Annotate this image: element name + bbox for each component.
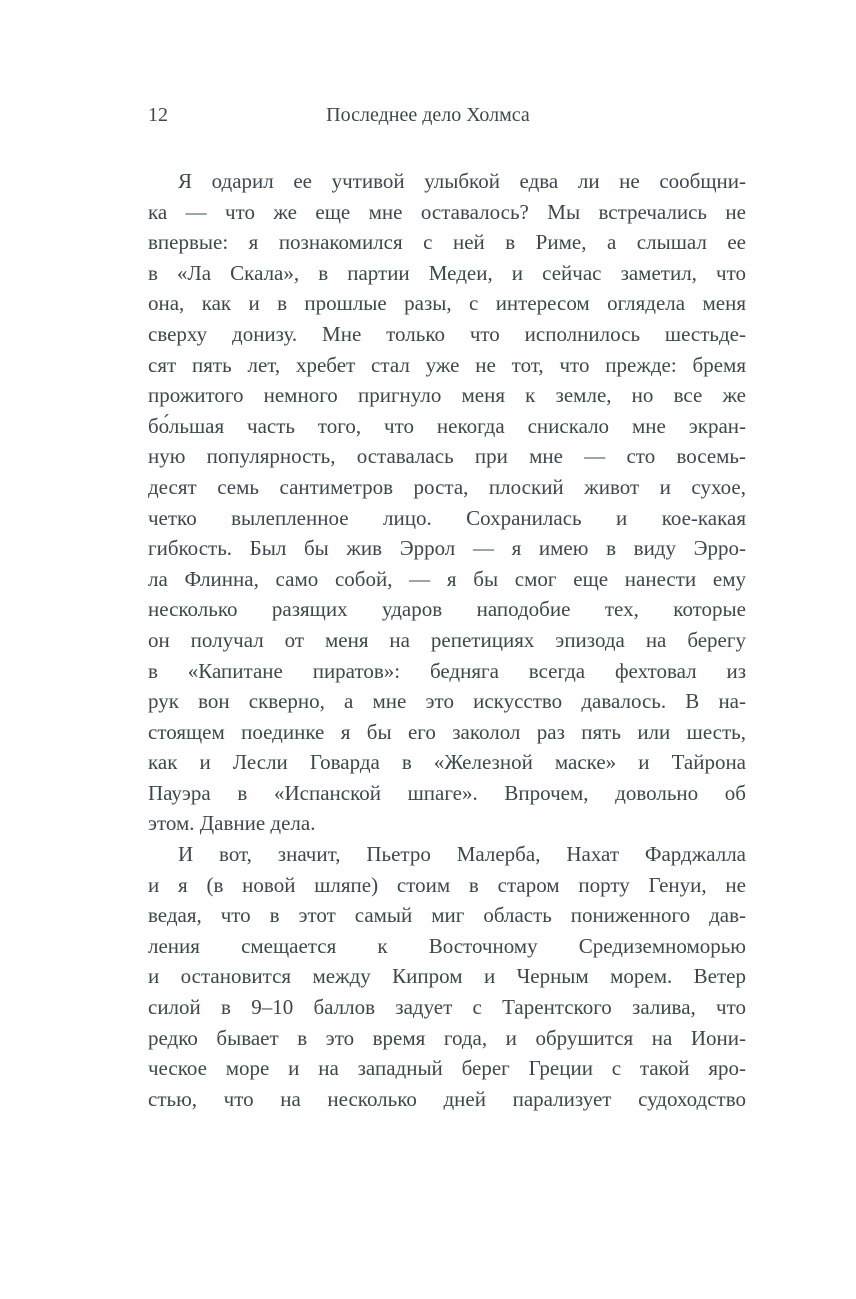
text-line: она, как и в прошлые разы, с интересом оглядела меня: [148, 291, 746, 316]
text-line: сят пять лет, хребет стал уже не тот, что прежде: бремя: [148, 352, 746, 377]
page-number: 12: [148, 104, 168, 126]
text-line: стоящем поединке я бы его заколол раз пять или шесть,: [148, 719, 746, 744]
text-block: [148, 166, 746, 1114]
text-line: как и Лесли Говарда в «Железной маске» и Тайрона: [148, 750, 746, 775]
text-line: ления смещается к Восточному Средиземноморью: [148, 933, 746, 958]
page-header: [0, 102, 856, 128]
text-line: прожитого немного пригнуло меня к земле, но все же: [148, 383, 746, 408]
text-line: этом. Давние дела.: [148, 811, 316, 836]
text-line: Пауэра в «Испанской шпаге». Впрочем, довольно об: [148, 780, 746, 805]
text-line: ла Флинна, само собой, — я бы смог еще нанести ему: [148, 566, 746, 591]
text-line: бо́льшая часть того, что некогда снискало мне экран-: [148, 413, 746, 438]
text-line: ка — что же еще мне оставалось? Мы встречались не: [148, 199, 746, 224]
text-line: в «Ла Скала», в партии Медеи, и сейчас заметил, что: [148, 260, 746, 285]
text-line: и остановится между Кипром и Черным морем. Ветер: [148, 964, 746, 989]
text-line: ную популярность, оставалась при мне — сто восемь-: [148, 444, 746, 469]
text-line: сверху донизу. Мне только что исполнилось шестьде-: [148, 321, 746, 346]
text-line: в «Капитане пиратов»: бедняга всегда фехтовал из: [148, 658, 746, 683]
text-line: четко вылепленное лицо. Сохранилась и кое-какая: [148, 505, 746, 530]
text-line: ведая, что в этот самый миг область пониженного дав-: [148, 903, 746, 928]
text-line: и я (в новой шляпе) стоим в старом порту Генуи, не: [148, 872, 746, 897]
text-line: Я одарил ее учтивой улыбкой едва ли не сообщни-: [178, 169, 746, 193]
text-line: десят семь сантиметров роста, плоский живот и сухое,: [148, 474, 746, 499]
text-line: он получал от меня на репетициях эпизода на берегу: [148, 627, 746, 652]
text-line: впервые: я познакомился с ней в Риме, а слышал ее: [148, 230, 746, 255]
text-line: несколько разящих ударов наподобие тех, которые: [148, 597, 746, 622]
running-title: Последнее дело Холмса: [326, 104, 530, 126]
text-line: гибкость. Был бы жив Эррол — я имею в виду Эрро-: [148, 536, 746, 561]
text-line: силой в 9–10 баллов задует с Тарентского залива, что: [148, 995, 746, 1020]
text-line: И вот, значит, Пьетро Малерба, Нахат Фарджалла: [178, 842, 746, 867]
text-line: ческое море и на западный берег Греции с такой яро-: [148, 1056, 746, 1081]
text-line: редко бывает в это время года, и обрушится на Иони-: [148, 1025, 746, 1050]
text-line: рук вон скверно, а мне это искусство давалось. В на-: [148, 689, 746, 714]
text-line: стью, что на несколько дней парализует судоходство: [148, 1086, 746, 1111]
